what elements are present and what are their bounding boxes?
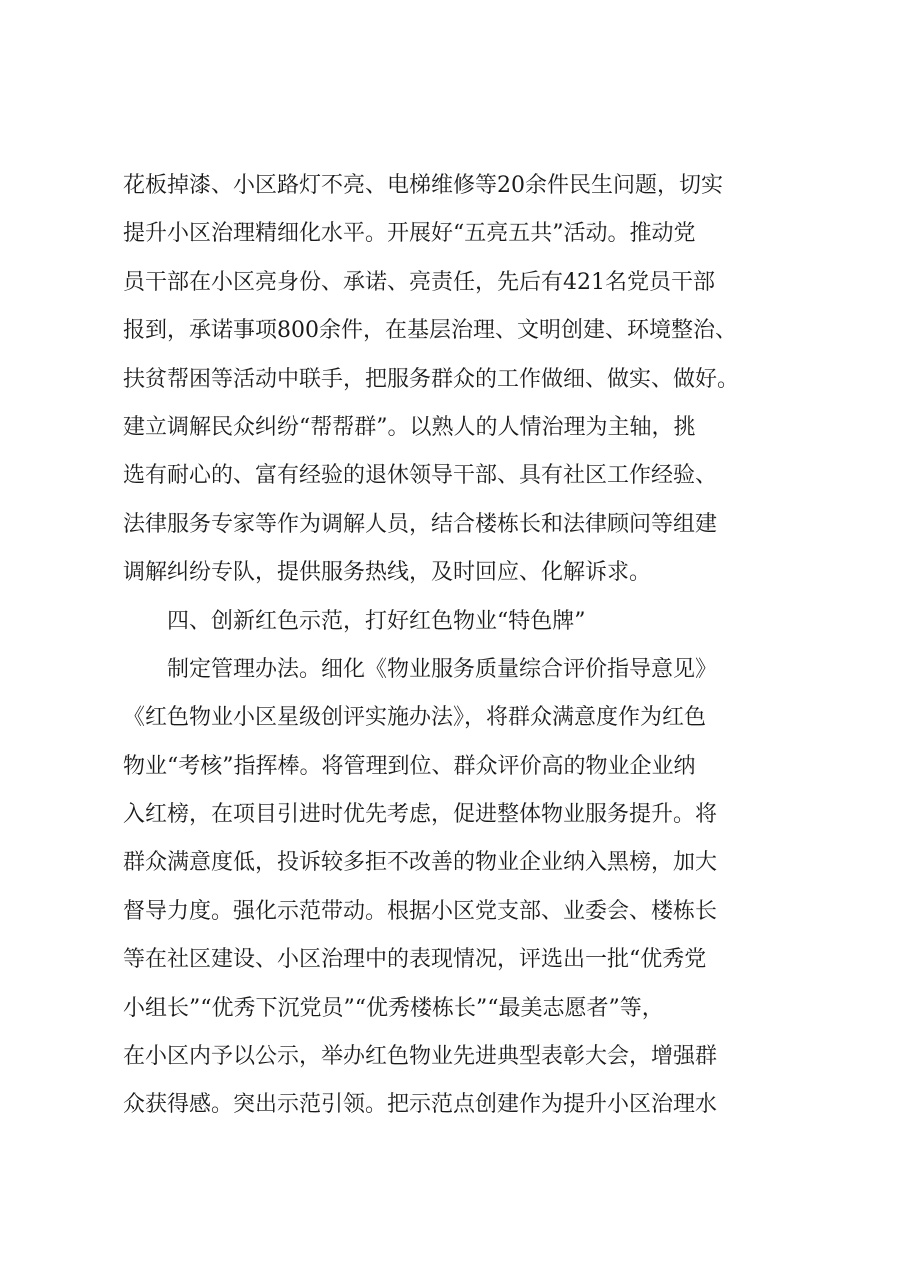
text-line: 《红色物业小区星级创评实施办法》，将群众满意度作为红色: [123, 705, 707, 731]
text-line: 督导力度。强化示范带动。根据小区党支部、业委会、楼栋长: [123, 898, 718, 924]
text-line: 法律服务专家等作为调解人员，结合楼栋长和法律顾问等组建: [123, 511, 718, 537]
text-line: 入红榜，在项目引进时优先考虑，促进整体物业服务提升。将: [123, 802, 718, 828]
text-line: 物业“考核”指挥棒。将管理到位、群众评价高的物业企业纳: [123, 753, 696, 779]
text-line: 花板掉漆、小区路灯不亮、电梯维修等20余件民生问题，切实: [123, 173, 723, 198]
text-line: 建立调解民众纠纷“帮帮群”。以熟人的人情治理为主轴，挑: [123, 414, 696, 440]
text-line: 小组长”“优秀下沉党员”“优秀楼栋长”“最美志愿者”等，: [123, 995, 664, 1021]
text-line: 在小区内予以公示，举办红色物业先进典型表彰大会，增强群: [123, 1044, 718, 1070]
text-line: 员干部在小区亮身份、承诺、亮责任，先后有421名党员干部: [123, 269, 715, 295]
text-line: 众获得感。突出示范引领。把示范点创建作为提升小区治理水: [123, 1092, 718, 1118]
text-line: 提升小区治理精细化水平。开展好“五亮五共”活动。推动党: [123, 221, 696, 247]
text-line: 报到，承诺事项800余件，在基层治理、文明创建、环境整治、: [123, 318, 737, 344]
text-line: 调解纠纷专队，提供服务热线，及时回应、化解诉求。: [123, 560, 652, 586]
text-line: 扶贫帮困等活动中联手，把服务群众的工作做细、做实、做好。: [123, 366, 740, 392]
section-heading: 四、创新红色示范，打好红色物业“特色牌”: [167, 608, 586, 634]
text-line: 选有耐心的、富有经验的退休领导干部、具有社区工作经验、: [123, 463, 718, 489]
text-line: 等在社区建设、小区治理中的表现情况，评选出一批“优秀党: [123, 947, 707, 973]
body-text: [123, 162, 803, 1130]
text-line: 群众满意度低，投诉较多拒不改善的物业企业纳入黑榜，加大: [123, 850, 718, 876]
paragraph-first-line: 制定管理办法。细化《物业服务质量综合评价指导意见》: [167, 656, 718, 682]
